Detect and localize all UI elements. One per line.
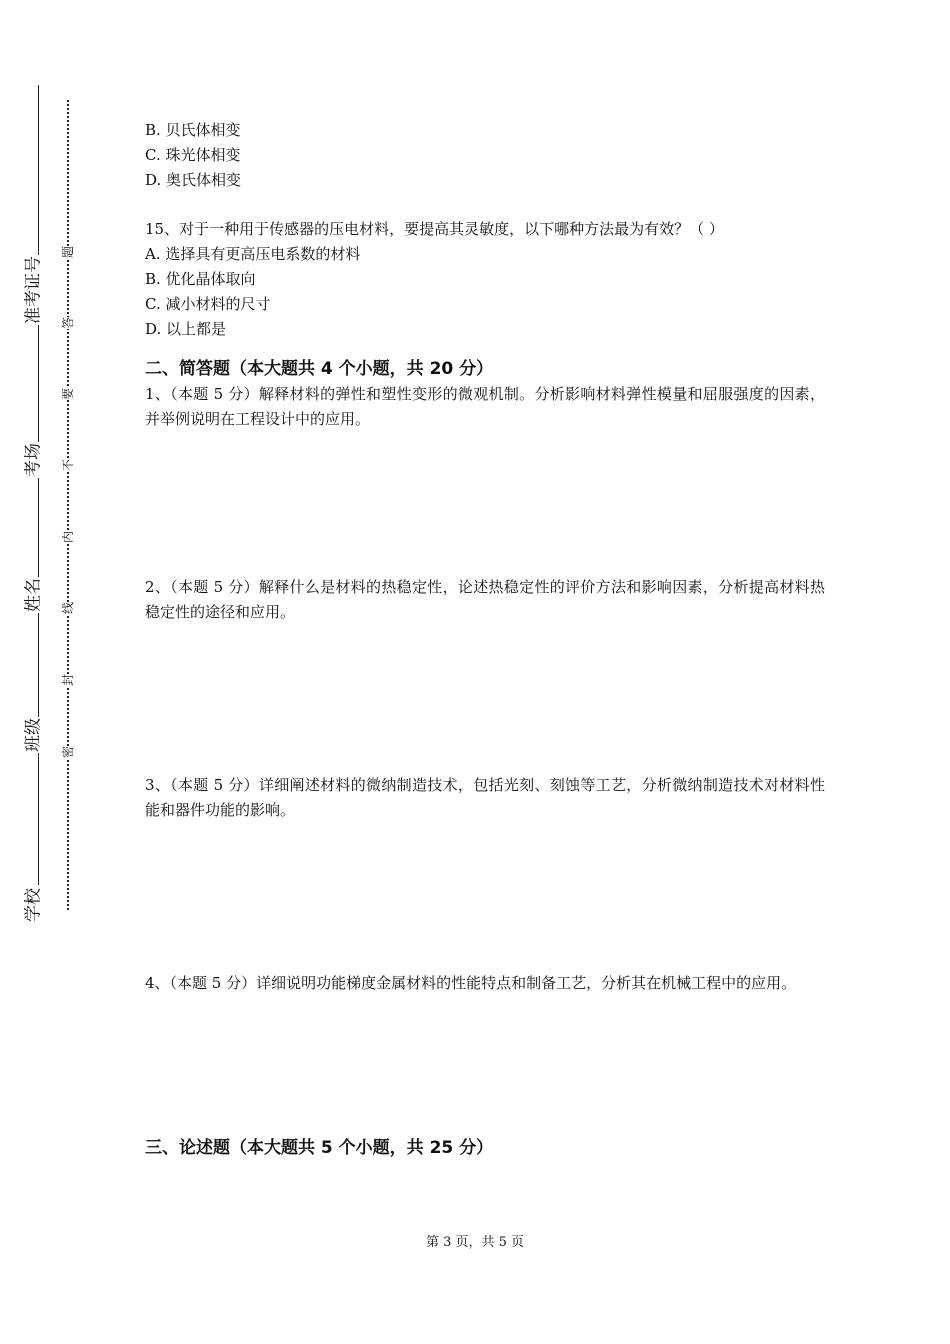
section-2-heading: 二、简答题（本大题共 4 个小题，共 20 分） xyxy=(145,359,494,379)
question-15 xyxy=(145,217,825,342)
binding-solid-line xyxy=(38,85,39,885)
name-label: 姓名 xyxy=(23,578,44,612)
seal-char-nei: 内 xyxy=(61,530,75,544)
binding-margin xyxy=(0,0,100,1344)
seal-char-da: 答 xyxy=(61,316,75,330)
exam-room-label: 考场 xyxy=(23,443,44,477)
q15-option-a: A. 选择具有更高压电系数的材料 xyxy=(145,245,361,263)
short-question-1: 1、（本题 5 分）解释材料的弹性和塑性变形的微观机制。分析影响材料弹性模量和屈服强度的因素，并举例说明在工程设计中的应用。 xyxy=(145,385,825,428)
admission-number-label: 准考证号 xyxy=(23,256,44,324)
seal-char-yao: 要 xyxy=(61,387,75,401)
short-question-2: 2、（本题 5 分）解释什么是材料的热稳定性，论述热稳定性的评价方法和影响因素，分析提高材料热稳定性的途径和应用。 xyxy=(145,578,825,621)
section-3-heading: 三、论述题（本大题共 5 个小题，共 25 分） xyxy=(145,1138,494,1158)
q14-options xyxy=(145,118,825,193)
seal-char-xian: 线 xyxy=(61,601,75,615)
seal-char-ti: 题 xyxy=(61,245,75,259)
school-label: 学校 xyxy=(23,888,44,922)
q14-option-d: D. 奥氏体相变 xyxy=(145,171,242,189)
binding-dotted-line xyxy=(67,100,69,910)
seal-char-mi: 密 xyxy=(61,745,75,759)
q15-option-d: D. 以上都是 xyxy=(145,320,227,338)
short-question-3: 3、（本题 5 分）详细阐述材料的微纳制造技术，包括光刻、刻蚀等工艺，分析微纳制造技术对材料性能和器件功能的影响。 xyxy=(145,776,825,819)
seal-char-feng: 封 xyxy=(61,673,75,687)
class-label: 班级 xyxy=(23,718,44,752)
q15-option-b: B. 优化晶体取向 xyxy=(145,270,256,288)
q15-title: 15、对于一种用于传感器的压电材料，要提高其灵敏度，以下哪种方法最为有效？（ ） xyxy=(145,220,724,238)
short-question-4: 4、（本题 5 分）详细说明功能梯度金属材料的性能特点和制备工艺，分析其在机械工程中的应用。 xyxy=(145,974,797,992)
seal-char-bu: 不 xyxy=(61,458,75,472)
q15-option-c: C. 减小材料的尺寸 xyxy=(145,295,271,313)
page-footer: 第 3 页，共 5 页 xyxy=(425,1235,525,1250)
q14-option-b: B. 贝氏体相变 xyxy=(145,121,241,139)
exam-content xyxy=(145,118,825,1161)
q14-option-c: C. 珠光体相变 xyxy=(145,146,241,164)
